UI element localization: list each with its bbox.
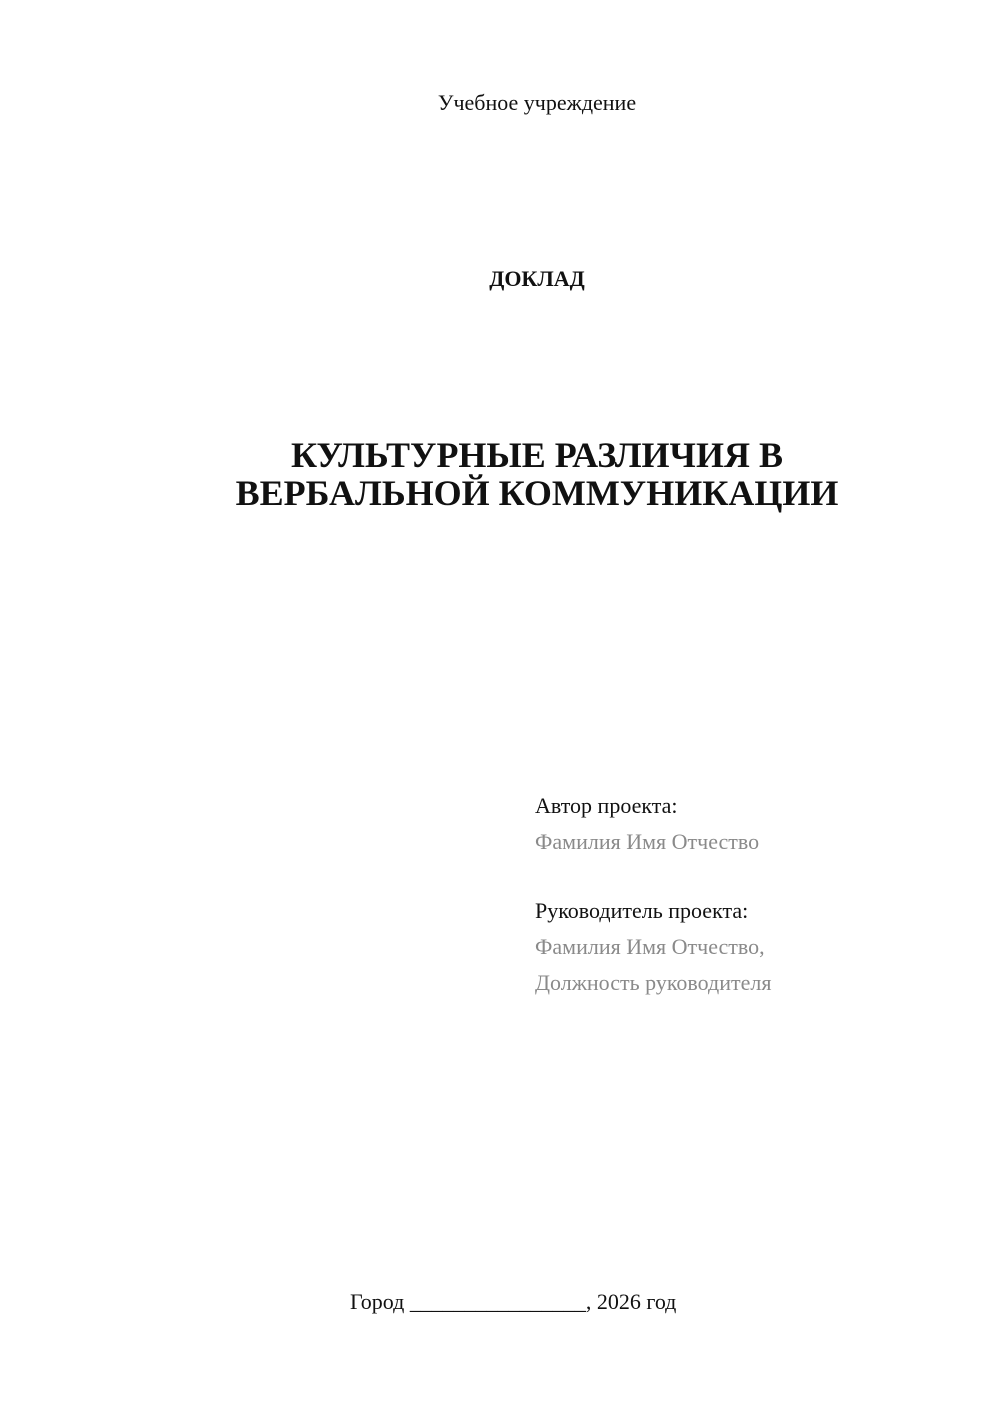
supervisor-position: Должность руководителя: [535, 970, 772, 995]
supervisor-label: Руководитель проекта:: [535, 898, 749, 923]
report-title-line-1: КУЛЬТУРНЫЕ РАЗЛИЧИЯ В: [291, 435, 783, 475]
report-title-line-2: ВЕРБАЛЬНОЙ КОММУНИКАЦИИ: [235, 473, 839, 513]
document-type: ДОКЛАД: [489, 266, 585, 291]
credits-spacer: [535, 860, 975, 893]
author-name: Фамилия Имя Отчество: [535, 829, 760, 854]
report-title: [0, 436, 1000, 512]
institution-name: Учебное учреждение: [437, 90, 637, 115]
city-year-line: Город ________________, 2026 год: [350, 1289, 677, 1314]
author-label: Автор проекта:: [535, 793, 678, 818]
supervisor-name: Фамилия Имя Отчество,: [535, 934, 765, 959]
credits-block: [535, 788, 975, 1001]
